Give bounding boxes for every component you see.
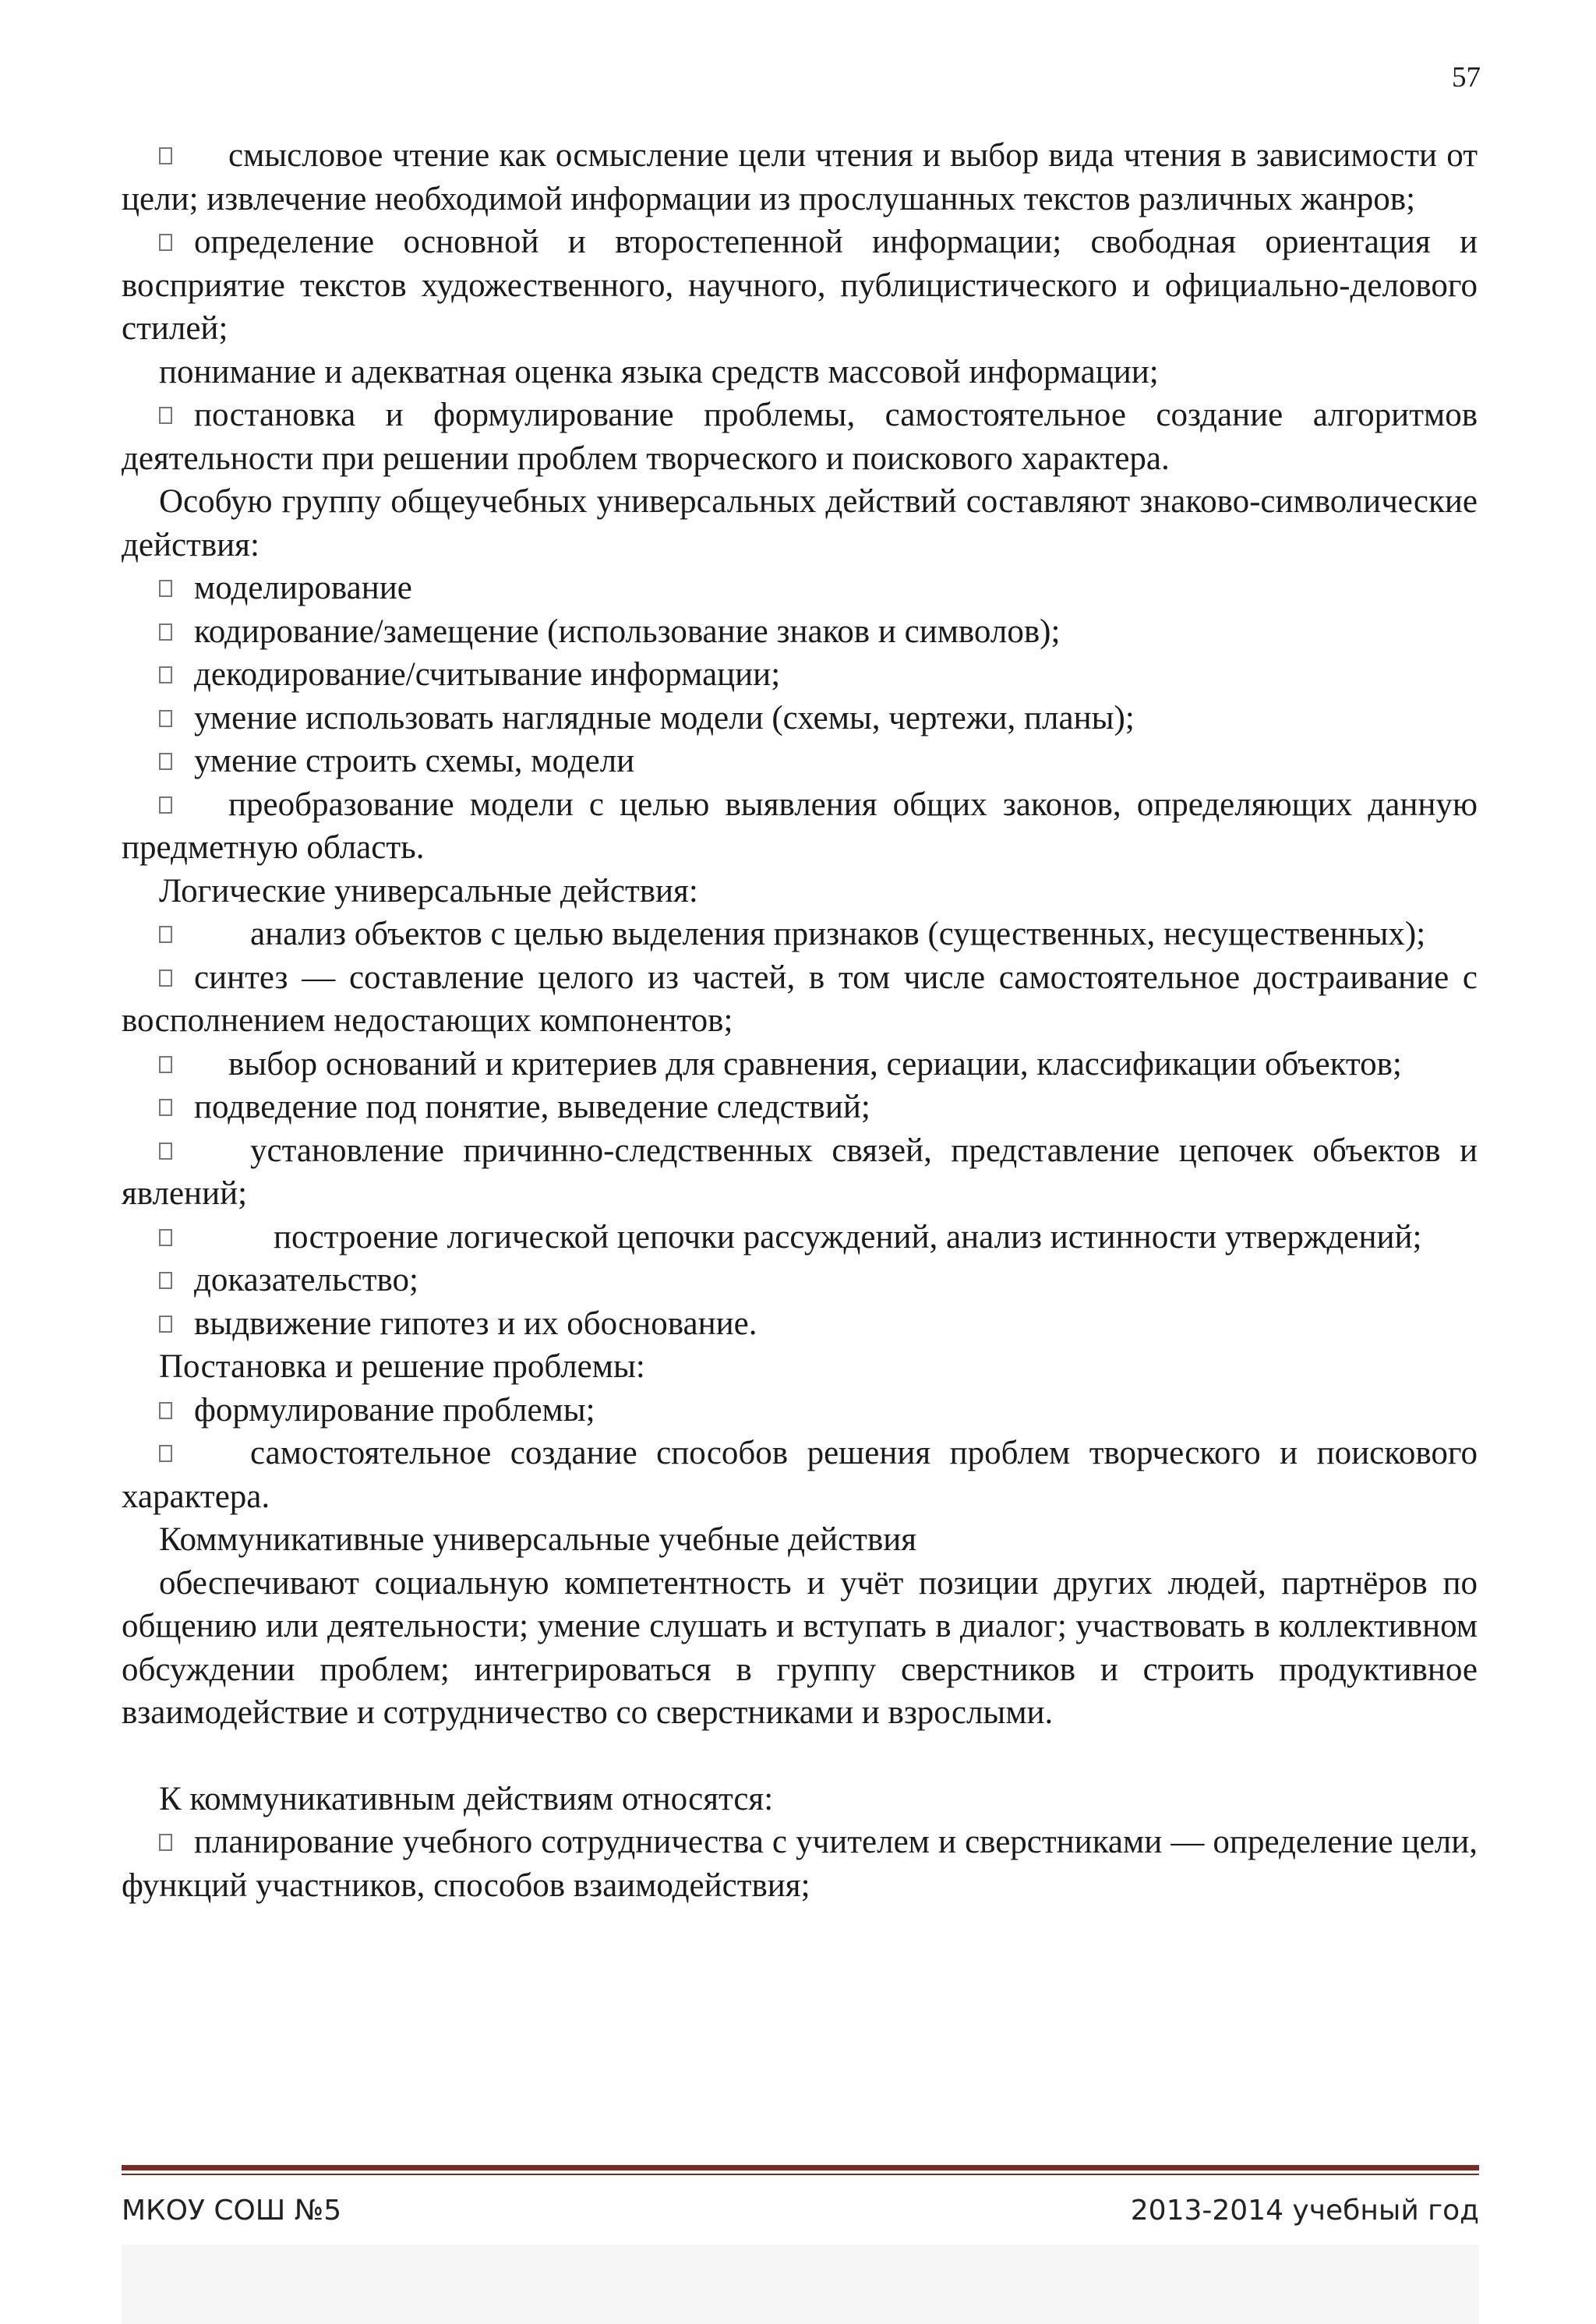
bullet-paragraph: установление причинно-следственных связей, представление цепочек объектов и явлений;: [122, 1132, 1478, 1212]
bullet-paragraph: выдвижение гипотез и их обоснование.: [122, 1302, 1478, 1346]
square-bullet-icon: [159, 666, 172, 683]
paragraph: обеспечивают социальную компетентность и учёт позиции других людей, партнёров по общению или деятельности; умение слушать и вступать в диалог; участвовать в коллективном обсуждении проблем; интегрироваться в группу сверстников и строить продуктивное взаимодействие и сотрудничество со сверстниками и взрослыми.: [122, 1564, 1478, 1731]
paragraph: понимание и адекватная оценка языка средств массовой информации;: [159, 353, 1159, 390]
footer-rule-thin: [122, 2174, 1479, 2175]
bullet-paragraph: декодирование/считывание информации;: [122, 653, 1478, 697]
square-bullet-icon: [159, 1316, 172, 1333]
square-bullet-icon: [159, 926, 172, 943]
bullet-paragraph: синтез — составление целого из частей, в том числе самостоятельное достраивание с восполнением недостающих компонентов;: [122, 959, 1478, 1039]
square-bullet-icon: [159, 796, 172, 814]
square-bullet-icon: [159, 1834, 172, 1851]
footer-year: 2013-2014 учебный год: [1130, 2195, 1479, 2227]
square-bullet-icon: [159, 623, 172, 641]
footer-shade: [122, 2245, 1479, 2324]
square-bullet-icon: [159, 753, 172, 770]
square-bullet-icon: [159, 970, 172, 987]
footer-rule: [122, 2165, 1479, 2170]
bullet-paragraph: доказательство;: [122, 1259, 1478, 1302]
square-bullet-icon: [159, 710, 172, 727]
square-bullet-icon: [159, 407, 172, 424]
square-bullet-icon: [159, 1445, 172, 1462]
square-bullet-icon: [159, 580, 172, 597]
blank-line: [122, 1735, 1478, 1778]
footer-school: МКОУ СОШ №5: [122, 2195, 342, 2227]
bullet-paragraph: определение основной и второстепенной информации; свободная ориентация и восприятие текстов художественного, научного, публицистического и официально-делового стилей;: [122, 224, 1478, 347]
square-bullet-icon: [159, 1143, 172, 1160]
bullet-paragraph: смысловое чтение как осмысление цели чтения и выбор вида чтения в зависимости от цели; извлечение необходимой информации из прослушанных текстов различных жанров;: [122, 137, 1478, 217]
paragraph: Логические универсальные действия:: [159, 872, 698, 909]
paragraph: Коммуникативные универсальные учебные действия: [159, 1521, 917, 1558]
square-bullet-icon: [159, 1099, 172, 1116]
square-bullet-icon: [159, 1056, 172, 1073]
bullet-paragraph: планирование учебного сотрудничества с учителем и сверстниками — определение цели, функций участников, способов взаимодействия;: [122, 1824, 1478, 1904]
bullet-paragraph: преобразование модели с целью выявления общих законов, определяющих данную предметную область.: [122, 786, 1478, 866]
paragraph: Постановка и решение проблемы:: [159, 1348, 645, 1385]
bullet-paragraph: моделирование: [122, 567, 1478, 610]
bullet-paragraph: кодирование/замещение (использование знаков и символов);: [122, 610, 1478, 654]
bullet-paragraph: анализ объектов с целью выделения признаков (существенных, несущественных);: [122, 913, 1478, 956]
bullet-paragraph: выбор оснований и критериев для сравнения, сериации, классификации объектов;: [122, 1043, 1478, 1086]
bullet-paragraph: постановка и формулирование проблемы, самостоятельное создание алгоритмов деятельности при решении проблем творческого и поискового характера.: [122, 397, 1478, 477]
page-number: 57: [1452, 62, 1481, 94]
paragraph: К коммуникативным действиям относятся:: [159, 1780, 774, 1817]
bullet-paragraph: подведение под понятие, выведение следствий;: [122, 1086, 1478, 1129]
bullet-paragraph: умение использовать наглядные модели (схемы, чертежи, планы);: [122, 697, 1478, 740]
bullet-paragraph: самостоятельное создание способов решения проблем творческого и поискового характера.: [122, 1435, 1478, 1515]
square-bullet-icon: [159, 1402, 172, 1419]
paragraph: Особую группу общеучебных универсальных действий составляют знаково-символические действия:: [122, 483, 1478, 563]
square-bullet-icon: [159, 147, 172, 164]
square-bullet-icon: [159, 1272, 172, 1289]
square-bullet-icon: [159, 1229, 172, 1246]
bullet-paragraph: умение строить схемы, модели: [122, 740, 1478, 783]
bullet-paragraph: построение логической цепочки рассуждений, анализ истинности утверждений;: [122, 1216, 1478, 1259]
body-text: [122, 134, 1478, 1907]
square-bullet-icon: [159, 234, 172, 251]
bullet-paragraph: формулирование проблемы;: [122, 1389, 1478, 1432]
